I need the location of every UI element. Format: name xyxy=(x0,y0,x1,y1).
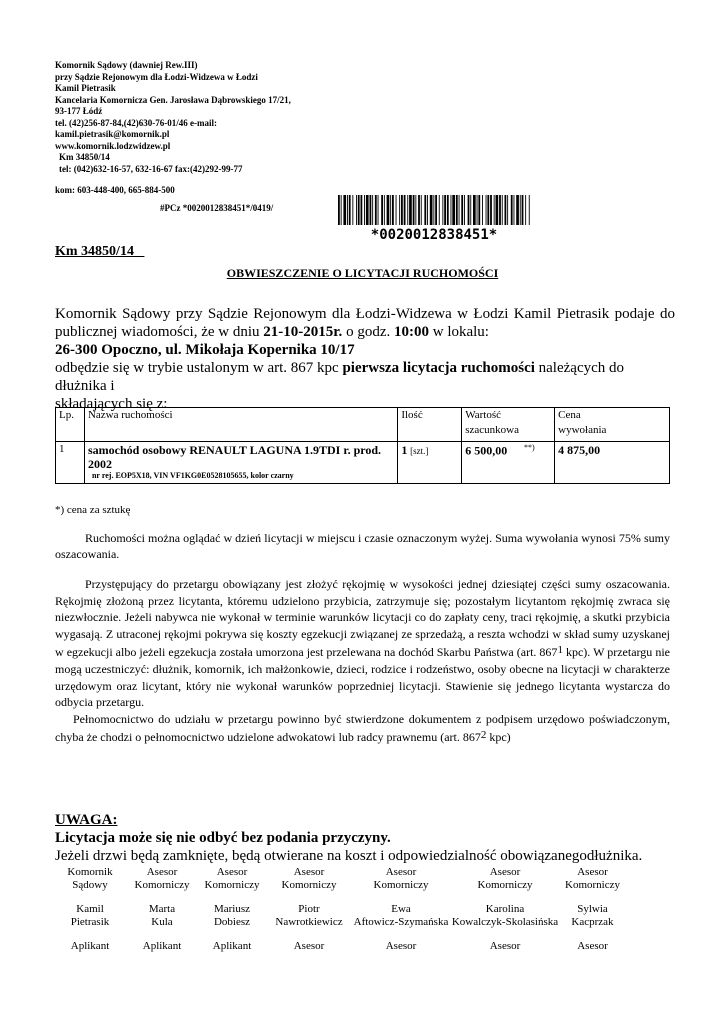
row-value: 6 500,00 **) xyxy=(462,442,555,484)
header-line: kamil.pietrasik@komornik.pl xyxy=(55,129,170,139)
footnote: *) cena za sztukę xyxy=(55,504,131,516)
barcode-bar xyxy=(366,195,369,225)
barcode-bar xyxy=(502,195,503,225)
header-line: 93-177 Łódź xyxy=(55,106,103,116)
barcode-bar xyxy=(384,195,385,225)
barcode-bar xyxy=(464,195,465,225)
row-price: 4 875,00 xyxy=(555,442,670,484)
auction-time: 10:00 xyxy=(393,324,429,340)
barcode-bar xyxy=(525,195,526,225)
document-reference: #PCz *0020012838451*/0419/ xyxy=(160,203,274,213)
barcode-bar xyxy=(522,195,524,225)
intro-line: publicznej wiadomości, że w dniu 21-10-2015r. o godz. 10:00 w lokalu: xyxy=(55,324,489,340)
header-name: Nazwa ruchomości xyxy=(84,408,397,442)
barcode-bar xyxy=(520,195,521,225)
barcode-bar xyxy=(487,195,489,225)
auction-date: 21-10-2015r. xyxy=(263,324,343,340)
page-title: OBWIESZCZENIE O LICYTACJI RUCHOMOŚCI xyxy=(226,266,499,280)
signatory: Asesor Komorniczy Sylwia Kacprzak Asesor xyxy=(565,866,620,952)
barcode-bar xyxy=(421,195,422,225)
notice-line: Jeżeli drzwi będą zamknięte, będą otwierane na koszt i odpowiedzialność obowiązanegodłużnika. xyxy=(55,848,643,864)
barcode-bar xyxy=(427,195,428,225)
signatory: Asesor Komorniczy Ewa Aftowicz-Szymańska Asesor xyxy=(353,866,449,952)
barcode-bar xyxy=(496,195,499,225)
barcode-bar xyxy=(477,195,478,225)
barcode-text: *0020012838451* xyxy=(370,227,498,243)
barcode-bar xyxy=(473,195,476,225)
barcode-bar xyxy=(352,195,353,225)
barcode-bar xyxy=(372,195,373,225)
deposit-paragraph: Przystępujący do przetargu obowiązany jest złożyć rękojmię w wysokości jednej dziesiątej części sumy oszacowania. Rękojmię złożoną przez licytanta, któremu udzielono przybicia, zatrzymuje się; pozostałym licytantom rękojmię zwraca się niezwłocznie. Jeżeli nabywca nie wykonał w terminie warunków licytacji co do zapłaty ceny, traci rękojmię, a skutki przybicia wygasają. Z utraconej rękojmi pokrywa się koszty egzekucji związanej ze sprzedażą, a reszta wchodzi w skład sumy uzyskanej w egzekucji albo jeżeli egzekucja została umorzona jest przelewana na dochód Skarbu Państwa (art. $867^1$ kpc). W przetargu nie mogą uczestniczyć: dłużnik, komornik, ich małżonkowie, dzieci, rodzice i rodzeństwo, osoby obecne na licytacji w charakterze urzędowym oraz licytant, który nie wykonał warunków poprzedniej licytacji. Stawienie się jednego licytanta wystarcza do odbycia przetargu. Pełnomocnictwo do udziału w przetargu powinno być stwierdzone dokumentem z podpisem urzędowo poświadczonym, chyba że chodzi o pełnomocnictwo udzielone adwokatowi lub radcy prawnemu (art. $867^2$ kpc) xyxy=(55,577,670,745)
barcode-bar xyxy=(370,195,372,225)
barcode-bar xyxy=(415,195,416,225)
barcode-bar xyxy=(381,195,383,225)
barcode-bar xyxy=(461,195,463,225)
barcode-bar xyxy=(341,195,342,225)
barcode-bar xyxy=(433,195,434,225)
row-lp: 1 xyxy=(56,442,85,484)
barcode-bar xyxy=(378,195,379,225)
row-qty: 1 [szt.] xyxy=(398,442,462,484)
barcode-bar xyxy=(396,195,397,225)
signatory: Asesor Komorniczy Piotr Nawrotkiewicz Asesor xyxy=(275,866,343,952)
intro-line: odbędzie się w trybie ustalonym w art. 867 kpc pierwsza licytacja ruchomości należących do dłużnika i xyxy=(55,360,625,394)
barcode-bar xyxy=(529,195,530,225)
table-header-row xyxy=(56,408,670,442)
barcode-bar xyxy=(358,195,360,225)
intro-line: Komornik Sądowy przy Sądzie Rejonowym dla Łodzi-Widzewa w Łodzi Kamil Pietrasik podaje do xyxy=(55,306,675,322)
barcode-bar xyxy=(409,195,412,225)
barcode-bar xyxy=(401,195,403,225)
barcode-bar xyxy=(507,195,508,225)
barcode-bar xyxy=(444,195,446,225)
header-line: Komornik Sądowy (dawniej Rew.III) xyxy=(55,60,198,70)
barcode-bar xyxy=(430,195,433,225)
barcode-bar xyxy=(392,195,394,225)
items-table xyxy=(55,407,670,484)
notice-heading: UWAGA: xyxy=(55,812,118,828)
barcode-bar xyxy=(413,195,415,225)
barcode-bar xyxy=(404,195,406,225)
header-lp: Lp. xyxy=(56,408,85,442)
barcode-bar xyxy=(387,195,390,225)
case-number: Km 34850/14 xyxy=(55,244,134,259)
signatory: Asesor Komorniczy Mariusz Dobiesz Aplikant xyxy=(204,866,260,952)
barcode-bar xyxy=(459,195,460,225)
barcode-bar xyxy=(468,195,470,225)
barcode-bar xyxy=(399,195,400,225)
barcode-bar xyxy=(349,195,351,225)
barcode-bar xyxy=(516,195,519,225)
barcode-bar xyxy=(356,195,357,225)
row-name: samochód osobowy RENAULT LAGUNA 1.9TDI r. prod. 2002 nr rej. EOP5X18, VIN VF1KG0E0528105655, kolor czarny xyxy=(84,442,397,484)
header-line: Kancelaria Komornicza Gen. Jarosława Dąbrowskiego 17/21, xyxy=(55,94,291,105)
barcode-bar xyxy=(486,195,487,225)
barcode-bar xyxy=(442,195,443,225)
barcode-bar xyxy=(435,195,437,225)
auction-address: 26-300 Opoczno, ul. Mikołaja Kopernika 10/17 xyxy=(55,342,355,358)
header-line: www.komornik.lodzwidzew.pl xyxy=(55,140,171,151)
barcode-bar xyxy=(407,195,408,225)
barcode-bar xyxy=(452,195,455,225)
barcode-bar xyxy=(338,195,340,225)
header-qty: Ilość xyxy=(398,408,462,442)
barcode-bar xyxy=(424,195,426,225)
header-price: Cena wywołania xyxy=(555,408,670,442)
header-line: Kamil Pietrasik xyxy=(55,83,116,93)
barcode-bar xyxy=(439,195,440,225)
signatory: Asesor Komorniczy Marta Kula Aplikant xyxy=(134,866,190,952)
barcode-bar xyxy=(505,195,507,225)
header-line: tel: (042)632-16-57, 632-16-67 fax:(42)292-99-77 xyxy=(59,163,243,174)
barcode-bar xyxy=(494,195,495,225)
signatory: Asesor Komorniczy Karolina Kowalczyk-Skolasińska Asesor xyxy=(451,866,559,952)
barcode-bar xyxy=(418,195,420,225)
barcode-bar xyxy=(482,195,483,225)
barcode-bar xyxy=(343,195,346,225)
barcode-bar xyxy=(490,195,492,225)
barcode-bar xyxy=(390,195,391,225)
barcode-bar xyxy=(451,195,452,225)
barcode-bar xyxy=(478,195,480,225)
header-line: przy Sądzie Rejonowym dla Łodzi-Widzewa w Łodzi xyxy=(55,71,258,82)
intro-paragraph xyxy=(55,305,675,413)
header-line: tel. (42)256-87-84,(42)630-76-01/46 e-mail: xyxy=(55,117,217,128)
barcode xyxy=(338,195,530,225)
header-line: Km 34850/14 xyxy=(59,152,110,162)
power-of-attorney-paragraph: Pełnomocnictwo do udziału w przetargu powinno być stwierdzone dokumentem z podpisem urzędowo poświadczonym, chyba że chodzi o pełnomocnictwo udzielone adwokatowi lub radcy prawnemu (art. $867^2$ kpc) xyxy=(55,711,670,745)
signatory: Komornik Sądowy Kamil Pietrasik Aplikant xyxy=(67,866,113,952)
mobile-phones: kom: 603-448-400, 665-884-500 xyxy=(55,185,175,195)
barcode-bar xyxy=(499,195,501,225)
barcode-bar xyxy=(375,195,377,225)
barcode-bar xyxy=(447,195,449,225)
bailiff-header xyxy=(55,60,291,175)
barcode-bar xyxy=(364,195,365,225)
viewing-paragraph: Ruchomości można oglądać w dzień licytacji w miejscu i czasie oznaczonym wyżej. Suma wywołania wynosi 75% sumy oszacowania. xyxy=(55,531,670,561)
barcode-bar xyxy=(361,195,363,225)
barcode-bar xyxy=(514,195,515,225)
header-value: Wartość szacunkowa xyxy=(462,408,555,442)
barcode-bar xyxy=(470,195,471,225)
barcode-bar xyxy=(347,195,348,225)
notice-line: Licytacja może się nie odbyć bez podania przyczyny. xyxy=(55,830,391,846)
intro-line: składających się z: xyxy=(55,396,168,412)
table-row xyxy=(56,442,670,484)
barcode-bar xyxy=(511,195,513,225)
barcode-bar xyxy=(456,195,458,225)
